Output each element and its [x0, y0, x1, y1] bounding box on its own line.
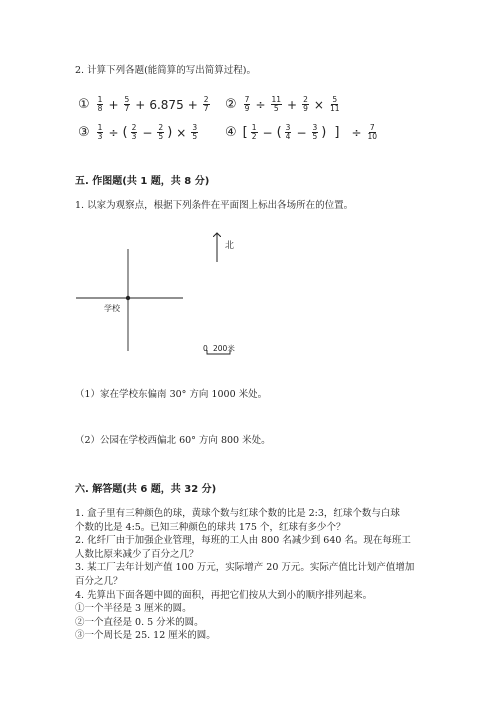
map-item-2: （2）公园在学校西偏北 60° 方向 800 米处。 [75, 435, 271, 446]
operator: − [262, 125, 273, 140]
problem-number: ② [225, 97, 237, 112]
school-point [126, 296, 130, 300]
map-item-1: （1）家在学校东偏南 30° 方向 1000 米处。 [75, 389, 268, 400]
problem-number: ④ [225, 125, 237, 140]
fraction: $\frac{3}{5}$ [312, 123, 318, 141]
operator: − [296, 125, 307, 140]
text-line: 3. 某工厂去年计划产值 100 万元，实际增产 20 万元。实际产值比计划产值增加 [75, 562, 415, 574]
fraction: $\frac{3}{5}$ [192, 123, 198, 141]
scale-zero: 0 [203, 344, 208, 353]
operator: ÷ [255, 97, 266, 112]
operator: − [142, 125, 153, 140]
fraction: $\frac{7}{10}$ [367, 123, 378, 141]
decimal-number: 6.875 [149, 97, 184, 112]
problem-number: ③ [78, 125, 90, 140]
paren: ) [321, 125, 327, 140]
problem-number: ① [78, 97, 90, 112]
operator: × [176, 125, 187, 140]
school-label: 学校 [104, 304, 120, 313]
text-line: ①一个半径是 3 厘米的圆。 [75, 603, 192, 615]
operator: × [313, 97, 324, 112]
fraction: $\frac{2}{5}$ [158, 123, 164, 141]
operator: + [287, 97, 298, 112]
fraction: $\frac{2}{3}$ [131, 123, 137, 141]
fraction: $\frac{7}{9}$ [244, 95, 250, 113]
section6-heading: 六. 解答题(共 6 题，共 32 分) [75, 484, 217, 495]
section5-question: 1. 以家为观察点，根据下列条件在平面图上标出各场所在的位置。 [75, 200, 354, 211]
text-line: ②一个直径是 0. 5 分米的圆。 [75, 616, 204, 628]
paren: ( [276, 125, 282, 140]
paren: ) [167, 125, 173, 140]
fraction: $\frac{2}{7}$ [203, 95, 209, 113]
paren: ( [122, 125, 128, 140]
text-line: 个数的比是 4:5。已知三种颜色的球共 175 个，红球有多少个？ [75, 521, 346, 533]
text-line: ③一个周长是 25. 12 厘米的圆。 [75, 630, 216, 642]
fraction: $\frac{5}{11}$ [329, 95, 340, 113]
text-line: 4. 先算出下面各题中圆的面积，再把它们按从大到小的顺序排列起来。 [75, 589, 373, 601]
text-line: 人数比原来减少了百分之几？ [75, 548, 199, 560]
fraction: $\frac{1}{2}$ [251, 123, 257, 141]
fraction: $\frac{11}{5}$ [271, 95, 282, 113]
operator: + [108, 97, 119, 112]
fraction: $\frac{5}{7}$ [124, 95, 130, 113]
operator: + [187, 97, 198, 112]
operator: + [135, 97, 146, 112]
bracket: ] [334, 125, 340, 140]
operator: ÷ [351, 125, 362, 140]
north-label: 北 [225, 241, 235, 251]
scale-label: 200米 [213, 344, 235, 353]
fraction: $\frac{3}{4}$ [285, 123, 291, 141]
fraction: $\frac{1}{3}$ [97, 123, 103, 141]
fraction: $\frac{2}{9}$ [303, 95, 308, 113]
text-line: 2. 化纤厂由于加强企业管理，每班的工人由 800 名减少到 640 名。现在每班工 [75, 535, 411, 547]
operator: ÷ [108, 125, 119, 140]
section2-title: 2. 计算下列各题(能简算的写出简算过程)。 [75, 65, 256, 76]
text-line: 百分之几？ [75, 575, 123, 587]
bracket: [ [242, 125, 248, 140]
fraction: $\frac{1}{8}$ [97, 95, 103, 113]
section6-text [75, 507, 414, 643]
section5-heading: 五. 作图题(共 1 题，共 8 分) [75, 176, 210, 187]
text-line: 1. 盒子里有三种颜色的球，黄球个数与红球个数的比是 2:3，红球个数与白球 [75, 508, 400, 519]
